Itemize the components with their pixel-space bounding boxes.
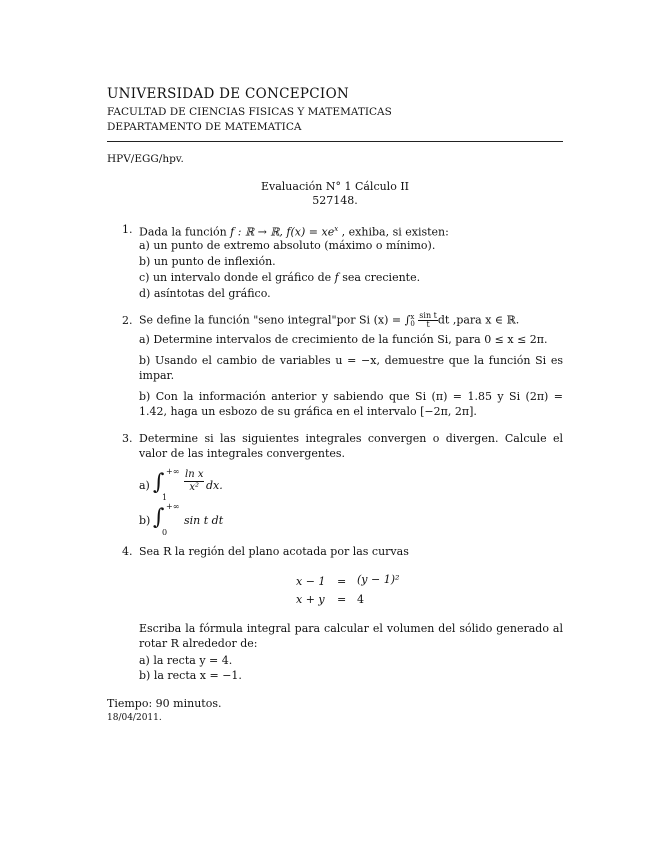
q2-intro-b: dt ,para x ∈ ℝ. (437, 313, 520, 327)
q1-item-c-post: sea creciente. (338, 271, 421, 284)
q2-intro-a: Se define la función "seno integral"por Si (x) = ∫ (139, 313, 411, 327)
q3-a-label: a) (139, 479, 150, 492)
university-name: UNIVERSIDAD DE CONCEPCION (107, 86, 350, 102)
q1-item-c-f: f (334, 271, 339, 284)
q4-eq1-rhs: (y − 1)² (357, 573, 400, 586)
q4-eq2-eq: = (337, 593, 347, 606)
q3-a-lower: 1 (162, 493, 168, 502)
q2-lower-limit: 0 (410, 319, 415, 328)
q3-a-den: x² (189, 482, 200, 493)
q4-item-b: b) la recta x = −1. (139, 669, 242, 682)
header-divider (107, 141, 563, 142)
q1-intro-a: Dada la función (139, 225, 231, 239)
q3-a-integrand (184, 469, 204, 494)
q1-item-b: b) un punto de inflexión. (139, 255, 276, 268)
q3-a-upper: +∞ (166, 467, 180, 476)
q1-item-c (139, 270, 420, 285)
q2-integrand-num: sin t (419, 311, 437, 320)
q2-integrand-den: t (426, 320, 430, 329)
q2-item-c: b) Con la información anterior y sabiendo que Si (π) = 1.85 y Si (2π) = 1.42, haga un esbozo de su gráfica en el intervalo [−2π, 2π]. (139, 390, 563, 418)
q3-number: 3. (122, 432, 133, 445)
q1-item-a: a) un punto de extremo absoluto (máximo o mínimo). (139, 239, 436, 252)
q4-eq2-lhs: x + y (296, 593, 325, 606)
exam-title: Evaluación N° 1 Cálculo II (260, 180, 410, 193)
q1-number: 1. (122, 223, 133, 236)
q3-intro: Determine si las siguientes integrales convergen o divergen. Calcule el valor de las integrales convergentes. (139, 432, 563, 460)
q1-function-def: f : ℝ → ℝ, f(x) = xe (230, 225, 335, 239)
q3-b-upper: +∞ (166, 502, 180, 511)
q3-b-tail: sin t dt (184, 514, 224, 527)
q4-item-a: a) la recta y = 4. (139, 654, 233, 667)
q3-b-label: b) (139, 514, 151, 527)
author-initials: HPV/EGG/hpv. (107, 153, 184, 165)
q2-number: 2. (122, 314, 133, 327)
q1-item-c-pre: c) un intervalo donde el gráfico de (139, 271, 335, 284)
q4-body: Escriba la fórmula integral para calcular el volumen del sólido generado al rotar R alrededor de: (139, 622, 563, 650)
q1-intro (139, 222, 449, 240)
q3-b-integral-sign: ∫ (153, 505, 165, 530)
faculty-name: FACULTAD DE CIENCIAS FISICAS Y MATEMATICAS (107, 106, 392, 118)
q3-a-tail: dx. (206, 479, 223, 492)
time-limit: Tiempo: 90 minutos. (107, 697, 222, 710)
q3-a-num: ln x (185, 469, 204, 480)
q3-b-lower: 0 (162, 528, 168, 537)
q1-item-d: d) asíntotas del gráfico. (139, 287, 271, 300)
q4-eq1-lhs: x − 1 (296, 575, 326, 588)
q2-item-a: a) Determine intervalos de crecimiento de la función Si, para 0 ≤ x ≤ 2π. (139, 333, 548, 346)
q2-upper-limit: x (410, 312, 415, 321)
q4-eq1-eq: = (337, 575, 347, 588)
q4-intro: Sea R la región del plano acotada por las curvas (139, 545, 409, 558)
department-name: DEPARTAMENTO DE MATEMATICA (107, 121, 302, 133)
exam-date: 18/04/2011. (107, 713, 162, 723)
q1-intro-b: , exhiba, si existen: (338, 225, 449, 239)
q2-integral-limits (410, 314, 414, 328)
course-code: 527148. (312, 194, 358, 207)
q3-a-integral-sign: ∫ (153, 470, 165, 495)
q4-eq2-rhs: 4 (357, 593, 364, 606)
q2-integrand (418, 312, 438, 329)
q1-exponent: x (334, 225, 339, 233)
q4-number: 4. (122, 545, 133, 558)
q2-item-b: b) Usando el cambio de variables u = −x, demuestre que la función Si es impar. (139, 354, 563, 382)
q3-a-fraction (184, 469, 204, 494)
q2-intro (139, 312, 519, 329)
